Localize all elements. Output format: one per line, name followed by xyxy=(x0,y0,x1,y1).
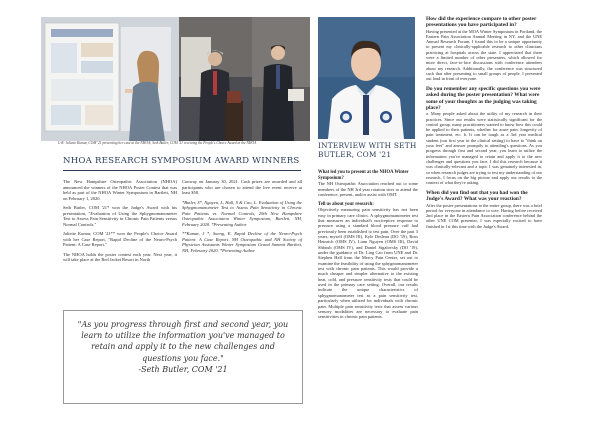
section-heading-award-winners: NHOA RESEARCH SYMPOSIUM AWARD WINNERS xyxy=(63,156,300,166)
interview-answer: After the poster presentations to the entire group, there was a brief period for everyone in attendance to vote. Having before received 2nd place in the Eastern Pain Association conference behind the other UNE COM presenter, I was especially excited to have finished in 1st this time with the Judge's Award. xyxy=(426,202,542,229)
interview-heading: INTERVIEW WITH SETH BUTLER, COM '21 xyxy=(318,141,417,159)
paragraph: The NHOA holds the poster contest each year. Next year, it will take place at the Red Jacket Resort in North xyxy=(63,251,177,262)
heading-divider xyxy=(63,170,301,171)
photo-butler-award-1 xyxy=(179,17,252,141)
interview-column-right xyxy=(426,16,542,233)
interview-answer: The NH Osteopathic Association reached out to some members of the NH 3rd year rotation sites to attend the conference, present, and/or assist with OMT. xyxy=(318,181,418,197)
interview-question: Tell us about your research: xyxy=(318,201,374,207)
paragraph: Seth Butler, COM '21* won the Judge's Award with his presentation, "Evaluation of Using the Sphygmomanometer Test to Assess Pain Sensitivity in Chronic Pain Patients versus Normal Controls." xyxy=(63,205,177,227)
interview-question: When did you find out that you had won the Judge's Award? What was your reaction? xyxy=(426,189,528,203)
reference-citation: **Kumar, J *, Saeng, E. Rapid Decline of the Neuro-Psych Patient: A Case Report. NH Osteopathic and NH Society of Physician Assistants Winter Symposium Grand Summit Bartlett, NH, February 2020. *Presenting Author xyxy=(182,231,302,253)
interview-question: What led you to present at the NHOA Winter Symposium? xyxy=(318,170,409,181)
article-column-2 xyxy=(182,179,302,257)
interview-column-middle xyxy=(318,170,418,324)
quote-author: -Seth Butler, COM '21 xyxy=(138,364,228,374)
interview-answer: Having presented at the MOA Winter Symposium in Portland, the Eastern Pain Association Annual Meeting in NY, and the UNE Annual Research Forum, I found this to be a unique opportunity to present my clinically-applicable research to other clinicians practicing at hospitals across the state. I appreciated that there were a limited number of other presenters, which allowed for more direct, face-to-face discussions with conference attendees about my research. Additionally, the conference was structured such that after presenting to small groups of people, I presented out loud in front of everyone. xyxy=(426,28,542,82)
quote-text: "As you progress through first and second year, you learn to utilize the information you've managed to retain and apply it to the new challenges and questions you face." xyxy=(77,320,289,363)
photo-kumar-presenting xyxy=(41,17,179,141)
photo-caption: L-R: Juliette Kumar, COM '21 presenting her case at the NHOA; Seth Butler, COM '21 receiving the People's Choice Award at the NHOA xyxy=(58,141,257,145)
paragraph: Juliette Kumar, COM '21** won the People's Choice Award with her Case Report, "Rapid Decline of the Neuro-Psych Patient: A Case Report." xyxy=(63,231,177,247)
paragraph: The New Hampshire Osteopathic Association (NHOA) announced the winners of the NHOA Poster Contest that was held as part of the NHOA Winter Symposium in Bartlett, NH on February 1, 2020. xyxy=(63,179,177,201)
photo-seth-butler-portrait xyxy=(318,17,415,139)
article-column-1 xyxy=(63,179,177,267)
reference-citation: *Butler, S*, Nguyen, L, Hall, S & Cao, L. Evaluation of Using the Sphygmomanometer Test to Assess Pain Sensitivity in Chronic Pain Patients vs. Normal Controls, 29th New Hampshire Osteopathic Association Winter Symposium, Bartlett, NH, February 2020. *Presenting Author xyxy=(182,199,302,227)
pull-quote xyxy=(63,310,303,404)
interview-answer: a. Many people asked about the utility of my research in their practices. Since our results were statistically significant for the control group, many practitioners wanted to know how this could be applied to their patients, whether for acute pain, longevity of pain treatment, etc. b. It can be tough as a 3rd year medical student (our first year in the clinical setting) to have to "think on your feet" and answer promptly to attending's questions. As you progress through first and second year, you learn to utilize the information you've managed to retain and apply it to the new challenges and questions you face. I did this research because it was clinically-relevant and a topic I was genuinely interested in, so when research judges are trying to test my understanding of our research, I focus on the big picture and apply our results to the context of what they're asking. xyxy=(426,111,542,186)
interview-answer: Objectively measuring pain sensitivity has not been easy in primary care clinics. A sphygmomanometer test that measures an individual's nociceptive response to pressure using a standard blood pressure cuff had previously been established to test pain. Over the past 3 years, myself (OMS III), Kyle Desleau (DO '19), Ross Heinrich (OMS IV), Liam Nguyen (OMS III), David Shboub (OMS IV), and Daniel Sigalovsky (DO '19), under the guidance of Dr. Ling Cao from UNE and Dr. Stephen Hall from the Mercy Pain Center, set out to examine the feasibility of using the sphygmomanometer test with chronic pain patients. This would provide a much cheaper and simpler alternative to the existing heat, cold, and pressure sensitivity tests that could be used in the primary care setting. Overall, our results indicate the unique characteristics of sphygmomanometer test as a pain sensitivity test, particularly when utilized for individuals with chronic pain. Multiple pain sensitivity tests that assess various sensory modalities are necessary to evaluate pain sensitivities in chronic pain patients. xyxy=(318,207,418,320)
photo-butler-award-2 xyxy=(252,17,310,141)
paragraph: Conway on January 30, 2021. Cash prizes are awarded and all participants who are chosen to attend the live event receive at least $50. xyxy=(182,179,302,195)
interview-question: How did the experience compare to other poster presentations you have participated in? xyxy=(426,16,537,29)
interview-question: Do you remember any specific questions you were asked during the poster presentation? What were some of your thoughts as the judging was taking place? xyxy=(426,86,541,111)
